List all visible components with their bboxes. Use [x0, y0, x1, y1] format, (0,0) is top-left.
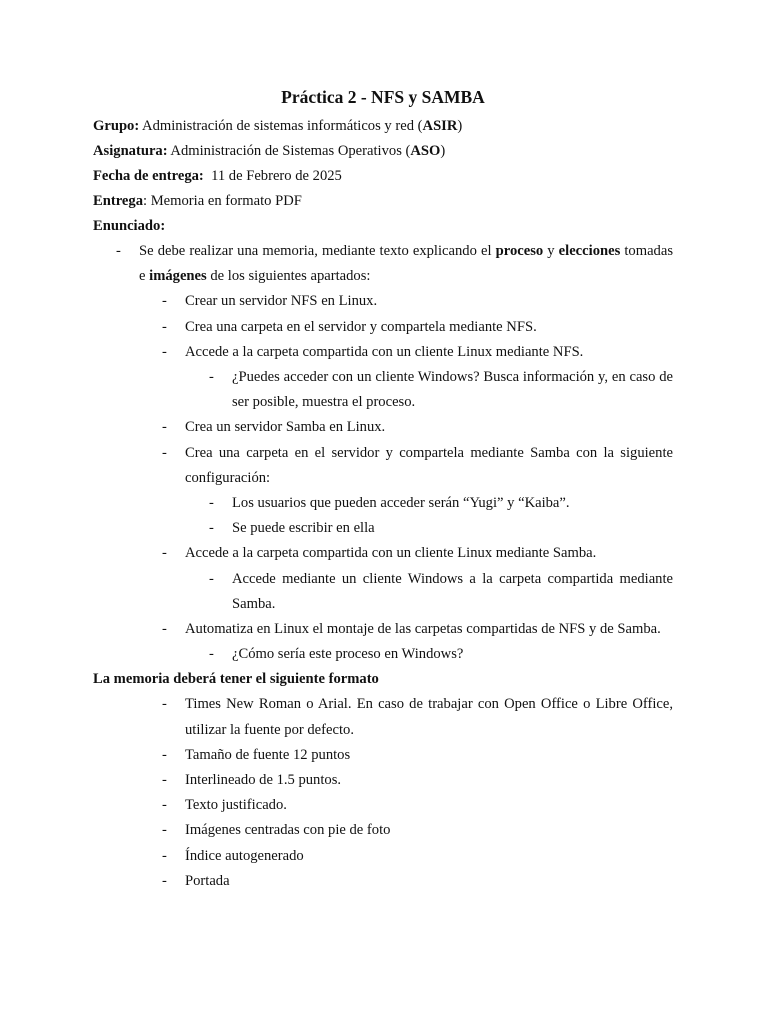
- meta-label: Grupo:: [93, 118, 140, 134]
- task-list: [93, 289, 673, 667]
- bullet-dash: -: [162, 343, 167, 360]
- format-text: Portada: [185, 872, 230, 889]
- task-item: [93, 441, 673, 491]
- format-text: Imágenes centradas con pie de foto: [185, 822, 391, 839]
- bullet-dash: -: [162, 621, 167, 638]
- format-heading: La memoria deberá tener el siguiente formato: [93, 671, 379, 688]
- format-text: Interlineado de 1.5 puntos.: [185, 772, 342, 789]
- bullet-dash: -: [209, 570, 214, 587]
- task-text: Crear un servidor NFS en Linux.: [185, 293, 378, 310]
- meta-grupo: Grupo: Administración de sistemas informáticos y red (ASIR): [93, 118, 463, 134]
- task-text: Crea una carpeta en el servidor y compartela mediante Samba con la siguiente configuración:: [185, 444, 673, 486]
- task-item: [93, 340, 673, 365]
- document-page: [93, 86, 673, 894]
- task-text: ¿Cómo sería este proceso en Windows?: [232, 646, 464, 663]
- meta-fecha: Fecha de entrega: 11 de Febrero de 2025: [93, 168, 342, 184]
- bullet-dash: -: [162, 847, 167, 864]
- bullet-dash: -: [116, 243, 121, 259]
- format-item: [93, 768, 673, 793]
- bullet-dash: -: [162, 545, 167, 562]
- task-item: [93, 415, 673, 440]
- format-item: [93, 818, 673, 843]
- format-item: [93, 869, 673, 894]
- task-text: Accede mediante un cliente Windows a la carpeta compartida mediante Samba.: [232, 570, 673, 612]
- task-text: Crea una carpeta en el servidor y compartela mediante NFS.: [185, 318, 537, 335]
- bullet-dash: -: [162, 444, 167, 461]
- bullet-dash: -: [209, 646, 214, 663]
- task-item: [93, 516, 673, 541]
- format-text: Tamaño de fuente 12 puntos: [185, 746, 351, 763]
- format-text: Times New Roman o Arial. En caso de trabajar con Open Office o Libre Office, utilizar la fuente por defecto.: [185, 696, 673, 738]
- bullet-dash: -: [162, 872, 167, 889]
- format-item: [93, 793, 673, 818]
- bullet-dash: -: [209, 520, 214, 537]
- bullet-dash: -: [162, 797, 167, 814]
- task-item: [93, 365, 673, 415]
- bullet-dash: -: [162, 293, 167, 310]
- task-text: Se puede escribir en ella: [232, 520, 375, 537]
- document-title: Práctica 2 - NFS y SAMBA: [281, 87, 485, 107]
- task-item: [93, 491, 673, 516]
- format-item: [93, 743, 673, 768]
- meta-asignatura: Asignatura: Administración de Sistemas Operativos (ASO): [93, 143, 446, 159]
- bullet-dash: -: [162, 772, 167, 789]
- bullet-dash: -: [209, 495, 214, 512]
- intro-item: - Se debe realizar una memoria, mediante texto explicando el proceso y elecciones tomadas e imágenes de los siguientes apartados:: [93, 239, 673, 289]
- bullet-dash: -: [162, 696, 167, 713]
- task-text: Los usuarios que pueden acceder serán “Yugi” y “Kaiba”.: [232, 495, 570, 512]
- format-text: Texto justificado.: [185, 797, 287, 814]
- meta-label: Asignatura:: [93, 143, 168, 159]
- format-item: [93, 692, 673, 742]
- bullet-dash: -: [209, 369, 214, 386]
- bullet-dash: -: [162, 822, 167, 839]
- format-text: Índice autogenerado: [185, 847, 304, 864]
- enunciado-heading: Enunciado:: [93, 218, 166, 234]
- task-item: [93, 541, 673, 566]
- task-text: ¿Puedes acceder con un cliente Windows? Busca información y, en caso de ser posible, muestra el proceso.: [232, 369, 673, 411]
- task-item: [93, 315, 673, 340]
- task-text: Accede a la carpeta compartida con un cliente Linux mediante NFS.: [185, 343, 584, 360]
- task-text: Automatiza en Linux el montaje de las carpetas compartidas de NFS y de Samba.: [185, 621, 661, 638]
- meta-label: Entrega: [93, 193, 143, 209]
- bullet-dash: -: [162, 318, 167, 335]
- bullet-dash: -: [162, 746, 167, 763]
- meta-entrega: Entrega: Memoria en formato PDF: [93, 193, 302, 209]
- task-item: [93, 289, 673, 314]
- meta-label: Fecha de entrega:: [93, 168, 204, 184]
- format-item: [93, 844, 673, 869]
- format-list: [93, 692, 673, 894]
- task-text: Crea un servidor Samba en Linux.: [185, 419, 386, 436]
- task-item: [93, 617, 673, 642]
- task-item: [93, 642, 673, 667]
- task-text: Accede a la carpeta compartida con un cliente Linux mediante Samba.: [185, 545, 597, 562]
- enunciado-list: [93, 239, 673, 289]
- bullet-dash: -: [162, 419, 167, 436]
- task-item: [93, 567, 673, 617]
